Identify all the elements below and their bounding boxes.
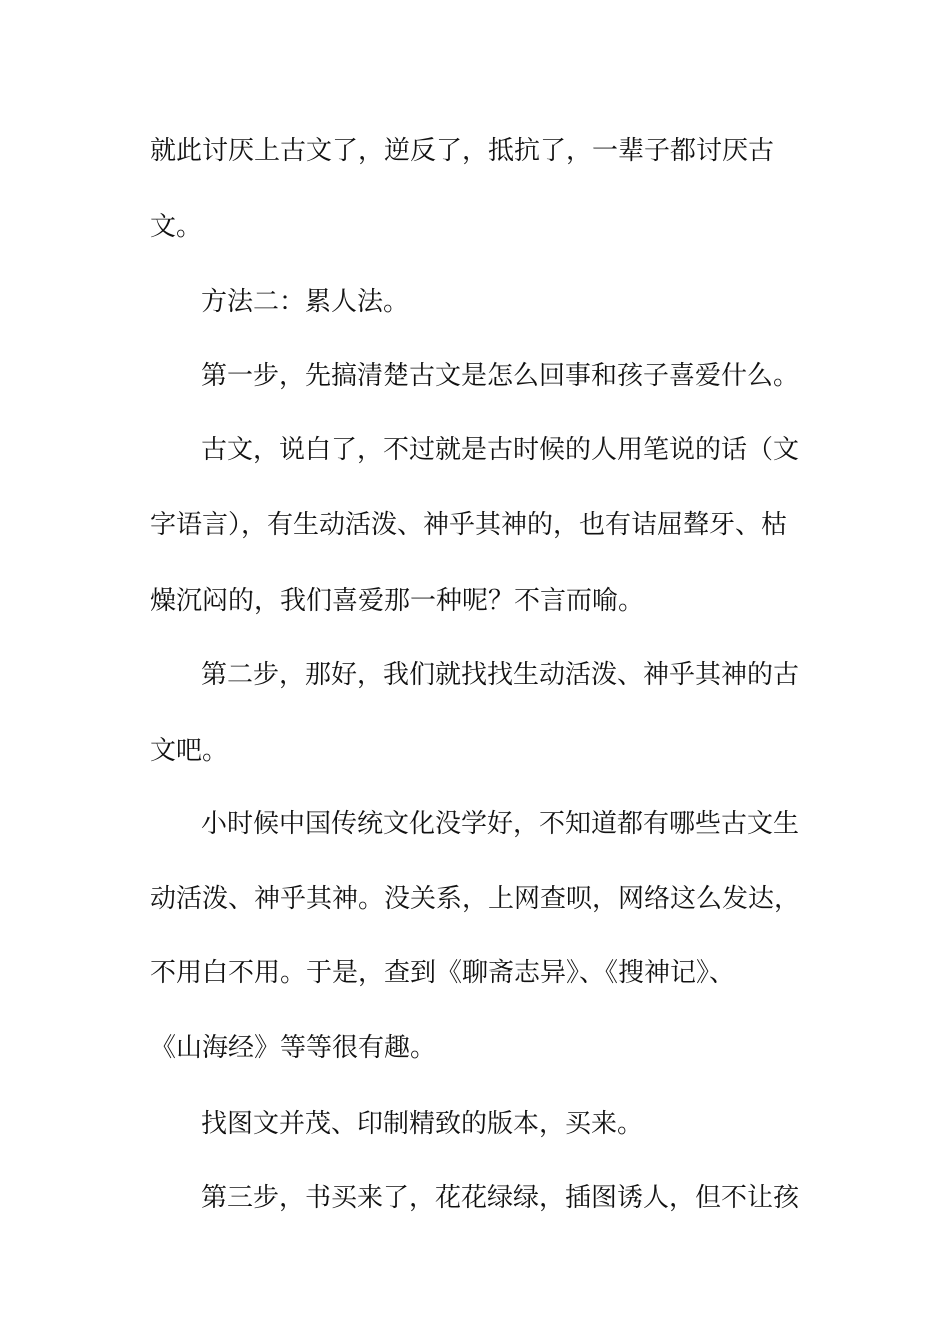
text-line: 第一步，先搞清楚古文是怎么回事和孩子喜爱什么。 (201, 361, 800, 391)
text-line: 古文，说白了，不过就是古时候的人用笔说的话（文 (201, 435, 800, 465)
text-line: 不用白不用。于是，查到《聊斋志异》、《搜神记》、 (150, 958, 736, 988)
text-line: 燥沉闷的，我们喜爱那一种呢？不言而喻。 (150, 586, 645, 616)
text-line: 《山海经》等等很有趣。 (150, 1033, 437, 1063)
text-line: 文。 (150, 212, 203, 242)
text-line: 文吧。 (150, 736, 229, 766)
text-line: 方法二：累人法。 (201, 287, 410, 317)
text-line: 动活泼、神乎其神。没关系，上网查呗，网络这么发达， (150, 884, 801, 914)
text-line: 字语言），有生动活泼、神乎其神的，也有诘屈聱牙、枯 (150, 510, 788, 540)
text-line: 第二步，那好，我们就找找生动活泼、神乎其神的古 (201, 660, 800, 690)
text-line: 就此讨厌上古文了，逆反了，抵抗了，一辈子都讨厌古 (150, 136, 775, 166)
text-line: 小时候中国传统文化没学好，不知道都有哪些古文生 (201, 809, 800, 839)
text-line: 第三步，书买来了，花花绿绿，插图诱人，但不让孩 (201, 1183, 800, 1213)
text-line: 找图文并茂、印制精致的版本，买来。 (201, 1109, 644, 1139)
